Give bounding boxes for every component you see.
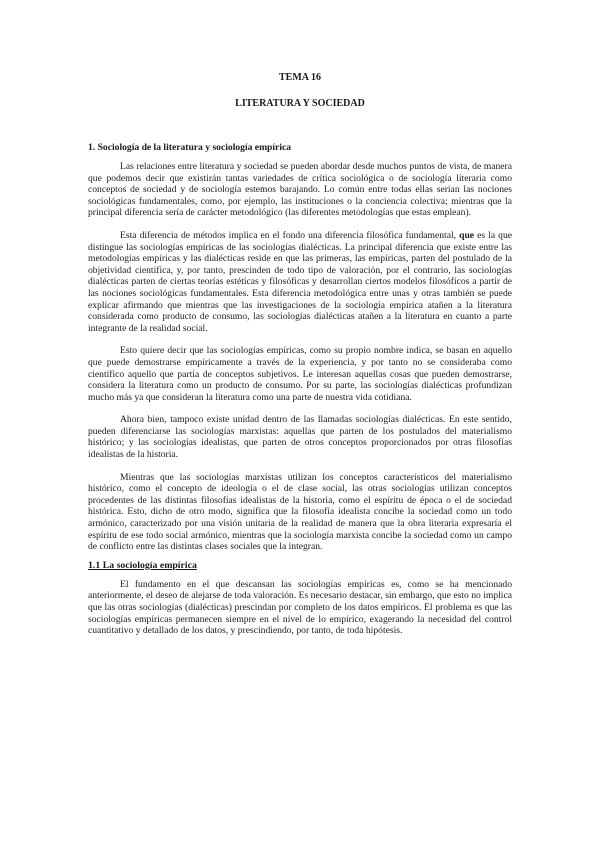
paragraph-4: Ahora bien, tampoco existe unidad dentro de las llamadas sociologías dialécticas. En este sentido, pueden diferenciarse las sociologías marxistas: aquellas que parten de los postulados del materialismo histórico; y las sociologías idealistas, que parten de otros conceptos proporcionados por otras filosofías idealistas de la historia. [88,414,512,461]
title-block [88,72,512,110]
paragraph-2-part-2: es la que distingue las sociologías empíricas de las sociologías dialécticas. La principal diferencia que existe entre las metodologías empíricas y las dialécticas reside en que las primeras, las empíricas, parten del postulado de la objetividad científica, y, por tanto, prescinden de todo tipo de valoración, por el contrario, las sociologías dialécticas parten de ciertas teorías estéticas y filosóficas y desarrollan ciertos modelos filosóficos a partir de las nociones sociológicas fundamentales. Esta diferencia metodológica entre unas y otras también se puede explicar afirmando que mientras que las investigaciones de la sociología empírica atañen a la literatura considerada como producto de consumo, las sociologías dialécticas atañen a la literatura en cuanto a parte integrante de la realidad social. [88,229,513,334]
paragraph-5: Mientras que las sociologías marxistas utilizan los conceptos característicos del materialismo histórico, como el concepto de ideología o el de clase social, las otras sociologías utilizan conceptos procedentes de las distintas filosofías idealistas de la historia, como el espíritu de época o el de sociedad histórica. Esto, dicho de otro modo, significa que la filosofía idealista concibe la sociedad como un todo armónico, caracterizado por una visión unitaria de la realidad de manera que la obra literaria expresaría el espíritu de ese todo social armónico, mientras que la sociología marxista concibe la sociedad como un campo de conflicto entre las distintas clases sociales que la integran. [88,471,512,553]
paragraph-1: Las relaciones entre literatura y sociedad se pueden abordar desde muchos puntos de vista, de manera que podemos decir que existirán tantas variedades de crítica sociológica o de sociología literaria como conceptos de sociedad y de sociología estemos barajando. Lo común entre todas ellas serían las nociones sociológicas fundamentales, como, por ejemplo, las instituciones o la conciencia colectiva; mientras que la principal diferencia sería de carácter metodológico (las diferentes metodologías que estas emplean). [88,161,512,219]
paragraph-2 [88,230,512,334]
paragraph-3: Esto quiere decir que las sociologías empíricas, como su propio nombre indica, se basan en aquello que puede demostrarse empíricamente a través de la experiencia, y por tanto no se consideraba como científico aquello que partía de conceptos subjetivos. Le interesan aquellas cosas que pueden demostrarse, considera la literatura como un producto de consumo. Por su parte, las sociologías dialécticas profundizan mucho más ya que consideran la literatura como una parte de nuestra vida cotidiana. [88,345,512,403]
document-title: LITERATURA Y SOCIEDAD [235,98,365,109]
paragraph-2-part-1: Esta diferencia de métodos implica en el fondo una diferencia filosófica fundamental, [120,229,460,241]
tema-number: TEMA 16 [279,72,321,83]
section-1-heading: 1. Sociología de la literatura y sociología empírica [88,142,292,153]
paragraph-2-bold-word: que [459,229,475,241]
paragraph-6: El fundamento en el que descansan las sociologías empíricas es, como se ha mencionado anteriormente, el deseo de alejarse de toda valoración. Es necesario destacar, sin embargo, que esto no implica que las otras sociologías (dialécticas) prescindan por completo de los datos empíricos. El problema es que las sociologías empíricas permanecen siempre en el nivel de lo empírico, exagerando la necesidad del control cuantitativo y detallado de los datos, y prescindiendo, por tanto, de toda hipótesis. [88,578,512,637]
page-content [88,72,512,637]
section-1-1-heading: 1.1 La sociología empírica [88,559,197,571]
